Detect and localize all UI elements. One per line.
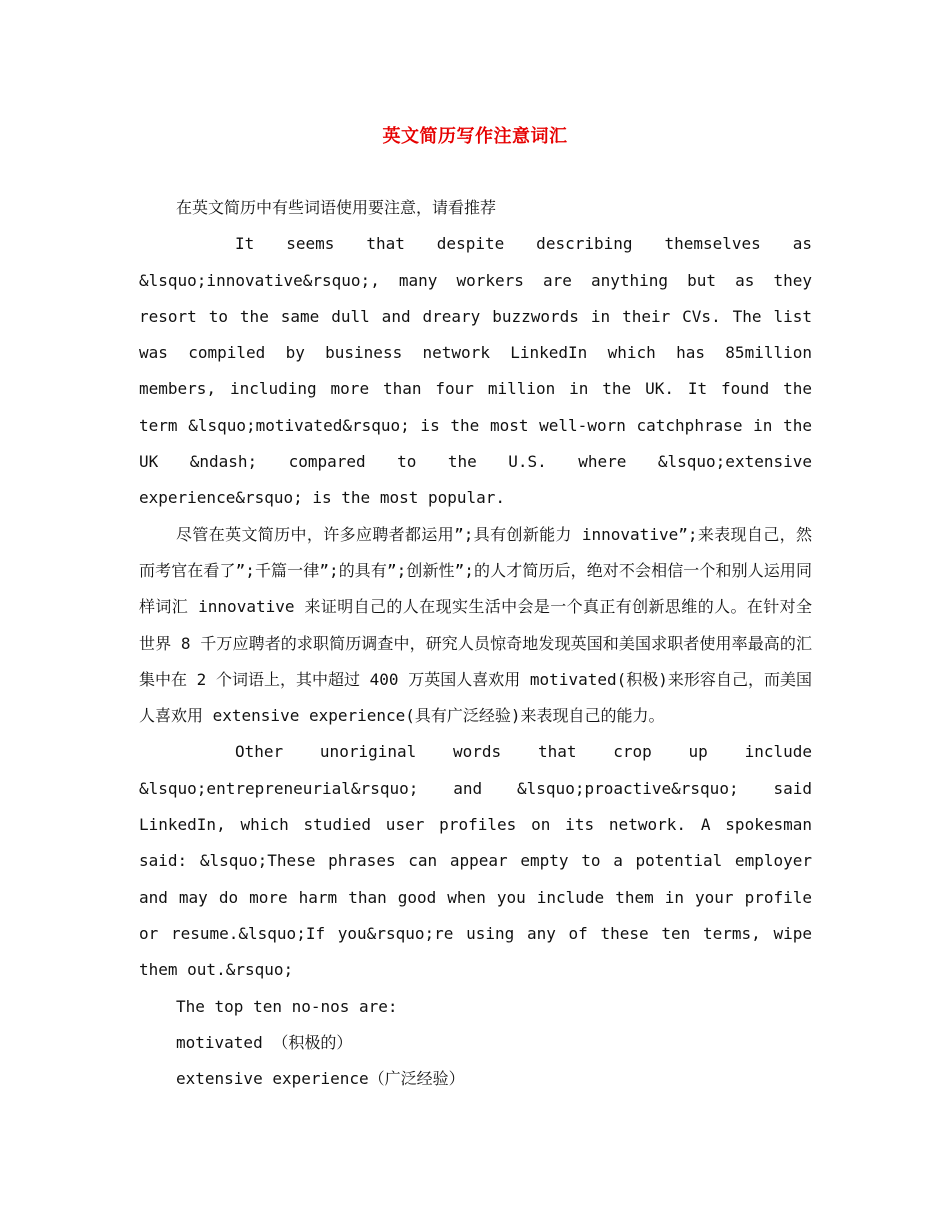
document-title: 英文简历写作注意词汇 xyxy=(382,126,568,147)
list-item: motivated （积极的） xyxy=(176,1032,353,1052)
chinese-paragraph-1: 尽管在英文简历中，许多应聘者都运用”;具有创新能力 innovative”;来表现自己，然而考官在看了”;千篇一律”;的具有”;创新性”;的人才简历后，绝对不会相信一个和别人运用同样词汇 innovative 来证明自己的人在现实生活中会是一个真正有创新思维的人。在针对全世界 8 千万应聘者的求职简历调查中，研究人员惊奇地发现英国和美国求职者使用率最高的汇集中在 2 个词语上，其中超过 400 万英国人喜欢用 motivated(积极)来形容自己，而美国人喜欢用 extensive experience(具有广泛经验)来表现自己的能力。 xyxy=(139,524,812,726)
document-body xyxy=(139,190,812,1097)
intro-paragraph: 在英文简历中有些词语使用要注意，请看推荐 xyxy=(176,198,497,217)
english-paragraph-1: It seems that despite describing themselves as &lsquo;innovative&rsquo;, many workers are anything but as they resort to the same dull and dreary buzzwords in their CVs. The list was compiled by business network LinkedIn which has 85million members, including more than four million in the UK. It found the term &lsquo;motivated&rsquo; is the most well-worn catchphrase in the UK &ndash; compared to the U.S. where &lsquo;extensive experience&rsquo; is the most popular. xyxy=(139,234,812,508)
english-paragraph-2: Other unoriginal words that crop up include &lsquo;entrepreneurial&rsquo; and &lsquo;proactive&rsquo; said LinkedIn, which studied user profiles on its network. A spokesman said: &lsquo;These phrases can appear empty to a potential employer and may do more harm than good when you include them in your profile or resume.&lsquo;If you&rsquo;re using any of these ten terms, wipe them out.&rsquo; xyxy=(139,742,812,980)
list-heading: The top ten no-nos are: xyxy=(176,996,398,1016)
list-item: extensive experience（广泛经验） xyxy=(176,1069,465,1089)
